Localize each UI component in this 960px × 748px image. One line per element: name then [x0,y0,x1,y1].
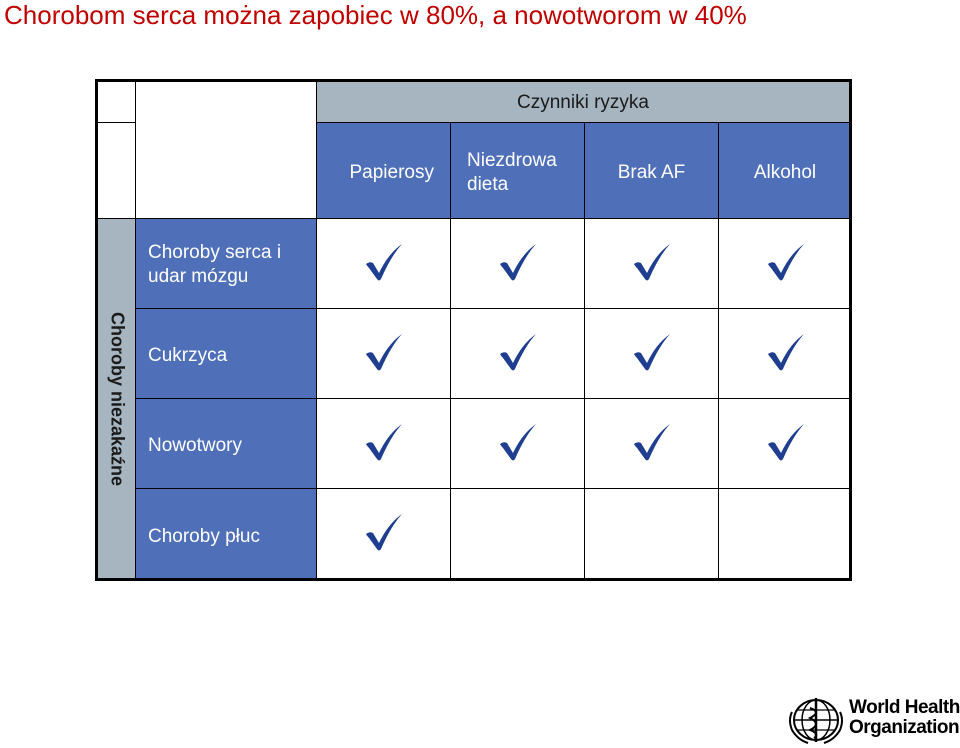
column-header-label-line2: dieta [467,174,509,195]
who-wordmark-line1: World Health [849,697,960,718]
row-label-cukrzyca [136,309,316,398]
check-icon [498,332,538,372]
check-icon [498,422,538,462]
check-icon [766,422,806,462]
row-label: Choroby płuc [148,526,260,547]
row-label: Cukrzyca [148,345,228,366]
check-icon [632,242,672,282]
check-icon [364,242,404,282]
row-label-line2: udar mózgu [148,266,249,287]
side-label-cell [98,219,135,578]
row-label: Nowotwory [148,435,242,456]
who-wordmark [849,698,960,738]
check-icon [632,332,672,372]
column-header-label: Brak AF [617,162,686,183]
check-icon [364,422,404,462]
column-header-alkohol [719,123,849,218]
side-label-text: Choroby niezakaźne [107,311,127,486]
row-label-choroby-pluc [136,489,316,578]
page-title: Chorobom serca można zapobiec w 80%, a nowotworom w 40% [4,0,747,30]
row-label-choroby-serca [136,219,316,308]
group-header [317,82,849,122]
column-header-label: Papierosy [349,162,434,183]
risk-factor-table [95,79,852,581]
check-icon [364,512,404,552]
check-icon [766,242,806,282]
column-header-papierosy [317,123,450,218]
row-label-line1: Choroby serca i [148,242,282,263]
group-header-label: Czynniki ryzyka [517,92,649,113]
empty-header-cell [136,82,316,218]
column-header-brak-af [585,123,718,218]
check-icon [364,332,404,372]
check-icon [766,332,806,372]
row-label-nowotwory [136,399,316,488]
column-header-label-line1: Niezdrowa [467,150,557,171]
who-emblem-icon [786,694,846,746]
check-icon [632,422,672,462]
column-header-dieta [451,123,584,218]
who-wordmark-line2: Organization [849,717,960,738]
side-label [98,219,135,578]
column-header-label: Alkohol [753,162,817,183]
empty-header-cell [98,82,135,218]
check-icon [498,242,538,282]
who-logo [786,694,960,744]
